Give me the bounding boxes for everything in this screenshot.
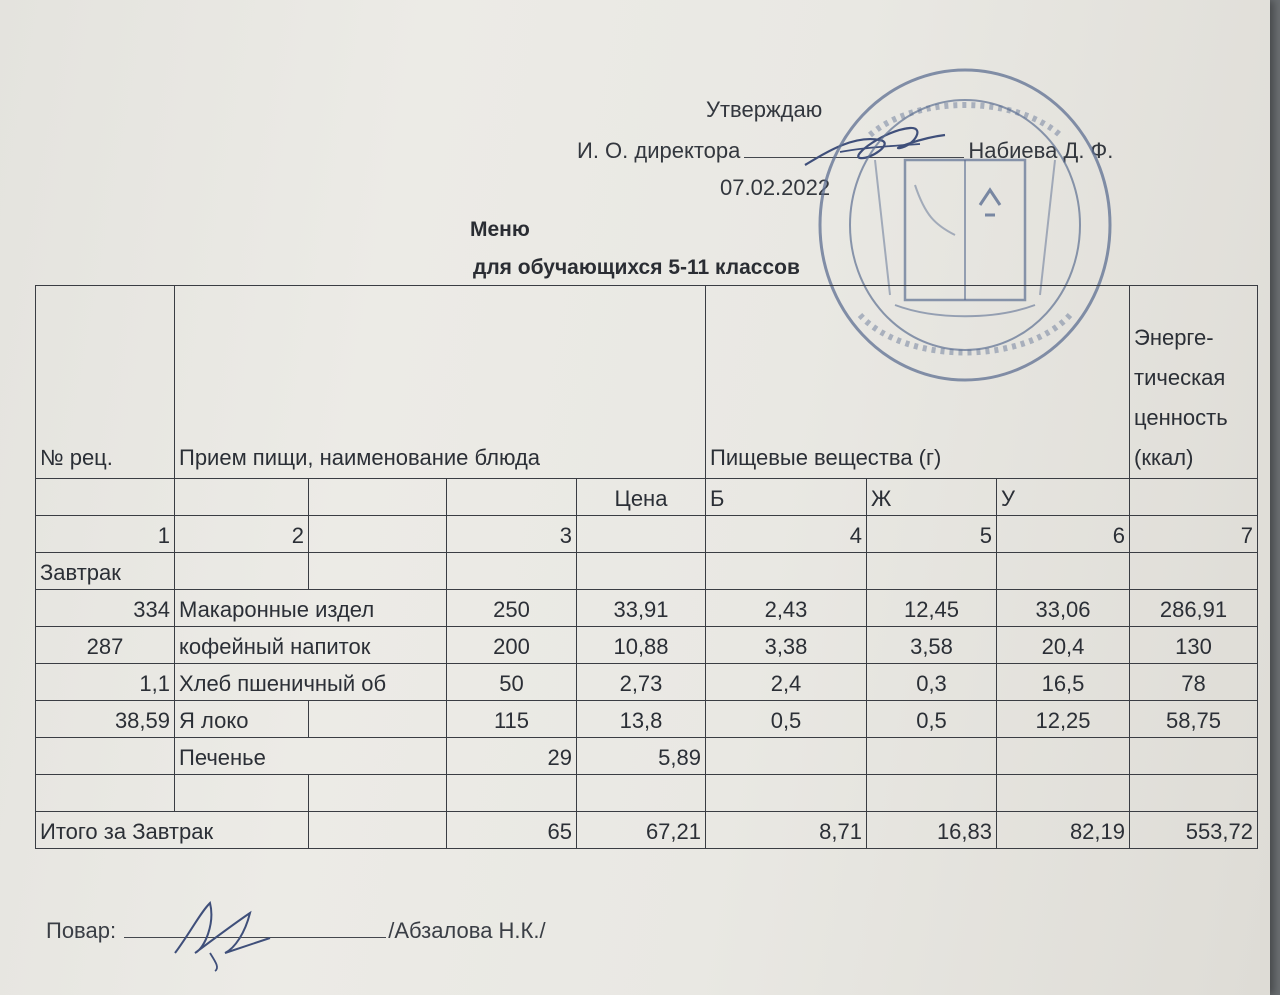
- cell-carbs: 33,06: [997, 590, 1130, 627]
- table-numbering-row: [36, 516, 1258, 553]
- cell-dish: Хлеб пшеничный об: [175, 664, 447, 701]
- cell-yield: 115: [447, 701, 577, 738]
- cell-kcal: 78: [1130, 664, 1258, 701]
- cell-yield: 29: [447, 738, 577, 775]
- table-row: [36, 627, 1258, 664]
- col-number: 2: [175, 516, 309, 553]
- cell-protein: 3,38: [706, 627, 867, 664]
- cell-recipe: 287: [36, 627, 175, 664]
- cook-label: Повар:: [46, 918, 117, 943]
- table-subheader-row: [36, 479, 1258, 516]
- col-number: 5: [867, 516, 997, 553]
- cell-kcal: 58,75: [1130, 701, 1258, 738]
- cell-kcal: 130: [1130, 627, 1258, 664]
- table-row: [36, 701, 1258, 738]
- menu-title: Меню: [470, 218, 530, 241]
- cell-fat: 12,45: [867, 590, 997, 627]
- col-number: 6: [997, 516, 1130, 553]
- total-label: Итого за Завтрак: [36, 812, 309, 849]
- col-number: 3: [447, 516, 577, 553]
- col-number: 7: [1130, 516, 1258, 553]
- cell-protein: 0,5: [706, 701, 867, 738]
- total-kcal: 553,72: [1130, 812, 1258, 849]
- cell-yield: 200: [447, 627, 577, 664]
- header-energy: Энерге-тическая ценность (ккал): [1130, 286, 1258, 479]
- empty-row: [36, 775, 1258, 812]
- cell-dish: кофейный напиток: [175, 627, 447, 664]
- col-number: 4: [706, 516, 867, 553]
- total-protein: 8,71: [706, 812, 867, 849]
- subheader-fat: Ж: [867, 479, 997, 516]
- table-row: [36, 590, 1258, 627]
- cell-recipe: 334: [36, 590, 175, 627]
- header-nutrients: Пищевые вещества (г): [706, 286, 1130, 479]
- cell-dish: Печенье: [175, 738, 447, 775]
- cell-fat: 3,58: [867, 627, 997, 664]
- cell-carbs: 20,4: [997, 627, 1130, 664]
- director-name: Набиева Д. Ф.: [968, 138, 1114, 163]
- cell-carbs: 12,25: [997, 701, 1130, 738]
- cell-fat: 0,3: [867, 664, 997, 701]
- header-meal-name: Прием пищи, наименование блюда: [175, 286, 706, 479]
- section-label: Завтрак: [36, 553, 175, 590]
- cell-protein: 2,43: [706, 590, 867, 627]
- cell-recipe: 38,59: [36, 701, 175, 738]
- section-row: [36, 553, 1258, 590]
- cook-signature-icon: [165, 893, 275, 973]
- approval-approve: Утверждаю: [706, 97, 823, 122]
- cell-price: 2,73: [577, 664, 706, 701]
- cook-signature-line: [46, 918, 546, 944]
- total-carbs: 82,19: [997, 812, 1130, 849]
- cell-price: 10,88: [577, 627, 706, 664]
- subheader-protein: Б: [706, 479, 867, 516]
- cell-price: 5,89: [577, 738, 706, 775]
- cell-recipe: 1,1: [36, 664, 175, 701]
- total-price: 67,21: [577, 812, 706, 849]
- cell-dish: Макаронные издел: [175, 590, 447, 627]
- cell-dish: Я локо: [175, 701, 309, 738]
- subheader-carbs: У: [997, 479, 1130, 516]
- cell-carbs: 16,5: [997, 664, 1130, 701]
- cell-protein: 2,4: [706, 664, 867, 701]
- approval-position: И. О. директора: [577, 138, 741, 163]
- header-recipe-number: № рец.: [36, 286, 175, 479]
- menu-subtitle: для обучающихся 5-11 классов: [473, 256, 800, 279]
- table-row: [36, 664, 1258, 701]
- cell-yield: 250: [447, 590, 577, 627]
- total-yield: 65: [447, 812, 577, 849]
- col-number: 1: [36, 516, 175, 553]
- total-fat: 16,83: [867, 812, 997, 849]
- cook-name: /Абзалова Н.К./: [388, 918, 546, 943]
- approval-date: 07.02.2022: [720, 175, 831, 200]
- cell-fat: 0,5: [867, 701, 997, 738]
- cell-price: 33,91: [577, 590, 706, 627]
- total-row: [36, 812, 1258, 849]
- cell-yield: 50: [447, 664, 577, 701]
- cell-price: 13,8: [577, 701, 706, 738]
- table-header-row: [36, 286, 1258, 479]
- subheader-price: Цена: [577, 479, 706, 516]
- table-row: [36, 738, 1258, 775]
- cell-kcal: 286,91: [1130, 590, 1258, 627]
- menu-table: [35, 285, 1258, 849]
